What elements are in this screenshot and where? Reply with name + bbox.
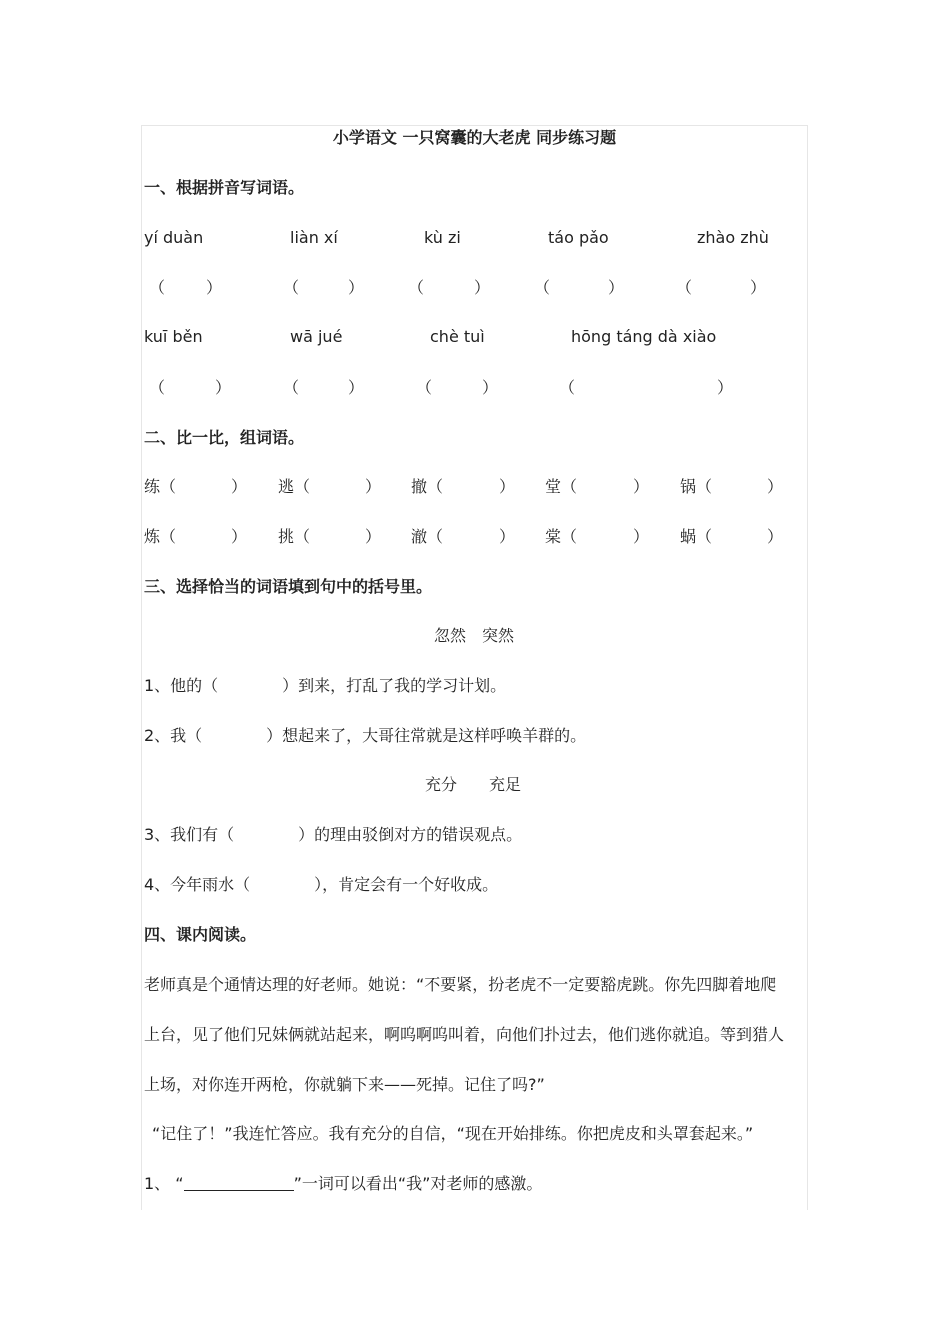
reading-question-suffix: ”一词可以看出“我”对老师的感激。 — [293, 1174, 543, 1193]
answer-close: ） — [474, 278, 491, 297]
answer-close: ） — [633, 527, 650, 546]
answer-close: ） — [767, 477, 784, 496]
answer-close: ） — [499, 527, 516, 546]
compare-item: 蜗（ — [680, 527, 713, 546]
pinyin-item: yí duàn — [144, 228, 204, 247]
compare-item: 澈（ — [411, 527, 444, 546]
answer-close: ） — [750, 278, 767, 297]
answer-open: （ — [283, 378, 300, 397]
answer-close: ） — [767, 527, 784, 546]
reading-line: “记住了！”我连忙答应。我有充分的自信，“现在开始排练。你把虎皮和头罩套起来。” — [152, 1124, 754, 1143]
word-choice-2: 充分 充足 — [425, 775, 522, 794]
section-3-heading: 三、选择恰当的词语填到句中的括号里。 — [144, 577, 433, 596]
answer-open: （ — [283, 278, 300, 297]
answer-close: ） — [365, 527, 382, 546]
compare-item: 练（ — [144, 477, 177, 496]
answer-close: ） — [231, 477, 248, 496]
answer-close: ） — [348, 378, 365, 397]
compare-item: 锅（ — [680, 477, 713, 496]
answer-close: ） — [365, 477, 382, 496]
answer-close: ） — [499, 477, 516, 496]
answer-close: ） — [608, 278, 625, 297]
compare-item: 炼（ — [144, 527, 177, 546]
answer-open: （ — [149, 378, 166, 397]
answer-close: ） — [215, 378, 232, 397]
page-title: 小学语文 一只窝囊的大老虎 同步练习题 — [332, 128, 617, 147]
compare-item: 撤（ — [411, 477, 444, 496]
answer-blank — [184, 1174, 294, 1191]
pinyin-item: liàn xí — [290, 228, 338, 247]
answer-open: （ — [416, 378, 433, 397]
section-4-heading: 四、课内阅读。 — [144, 925, 257, 944]
pinyin-item: kù zi — [424, 228, 461, 247]
reading-line: 上台，见了他们兄妹俩就站起来，啊呜啊呜叫着，向他们扑过去，他们逃你就追。等到猎人 — [144, 1025, 785, 1044]
answer-open: （ — [676, 278, 693, 297]
section-2-heading: 二、比一比，组词语。 — [144, 428, 305, 447]
answer-open: （ — [408, 278, 425, 297]
pinyin-item: kuī běn — [144, 327, 203, 346]
question-3: 3、我们有（ ）的理由驳倒对方的错误观点。 — [144, 825, 523, 844]
answer-close: ） — [231, 527, 248, 546]
answer-close: ） — [717, 378, 734, 397]
answer-close: ） — [482, 378, 499, 397]
pinyin-item: zhào zhù — [697, 228, 769, 247]
word-choice-1: 忽然 突然 — [434, 626, 515, 645]
question-4: 4、今年雨水（ ），肯定会有一个好收成。 — [144, 875, 499, 894]
pinyin-item: wā jué — [290, 327, 343, 346]
compare-item: 堂（ — [545, 477, 578, 496]
compare-item: 棠（ — [545, 527, 578, 546]
pinyin-item: táo pǎo — [548, 228, 609, 247]
answer-close: ） — [206, 278, 223, 297]
reading-question-prefix: 1、 “ — [144, 1174, 184, 1193]
compare-item: 挑（ — [278, 527, 311, 546]
reading-line: 上场，对你连开两枪，你就躺下来——死掉。记住了吗?” — [144, 1075, 545, 1094]
answer-close: ） — [633, 477, 650, 496]
pinyin-item: hōng táng dà xiào — [571, 327, 717, 346]
answer-close: ） — [348, 278, 365, 297]
answer-open: （ — [534, 278, 551, 297]
compare-item: 逃（ — [278, 477, 311, 496]
reading-line: 老师真是个通情达理的好老师。她说：“不要紧，扮老虎不一定要豁虎跳。你先四脚着地爬 — [144, 975, 777, 994]
question-2: 2、我（ ）想起来了，大哥往常就是这样呼唤羊群的。 — [144, 726, 587, 745]
section-1-heading: 一、根据拼音写词语。 — [144, 178, 305, 197]
answer-open: （ — [559, 378, 576, 397]
pinyin-item: chè tuì — [430, 327, 485, 346]
answer-open: （ — [149, 278, 166, 297]
question-1: 1、他的（ ）到来，打乱了我的学习计划。 — [144, 676, 507, 695]
reading-question-1 — [144, 1174, 542, 1194]
